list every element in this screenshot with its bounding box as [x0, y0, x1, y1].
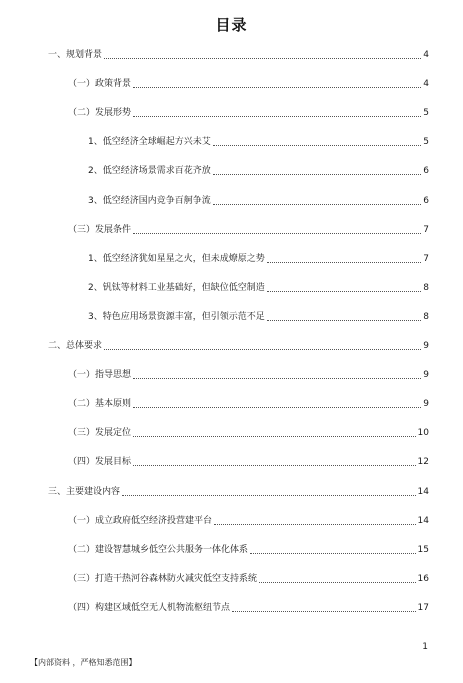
- toc-entry-page-number: 14: [417, 515, 429, 526]
- toc-dot-leader: [213, 173, 422, 175]
- toc-dot-leader: [259, 581, 416, 583]
- footer-page-number: 1: [422, 642, 428, 652]
- toc-entry-label: （四）发展目标: [68, 457, 132, 468]
- toc-dot-leader: [267, 261, 422, 263]
- toc-entry[interactable]: [48, 339, 429, 353]
- toc-entry[interactable]: [88, 164, 429, 178]
- toc-entry-label: 3、特色应用场景资源丰富，但引领示范不足: [88, 311, 265, 322]
- toc-entry[interactable]: [88, 135, 429, 149]
- toc-dot-leader: [213, 144, 422, 146]
- toc-entry-label: （一）指导思想: [68, 370, 132, 381]
- toc-entry-page-number: 6: [423, 195, 429, 206]
- toc-entry-label: （一）政策背景: [68, 79, 132, 90]
- toc-dot-leader: [133, 86, 421, 88]
- toc-dot-leader: [133, 406, 421, 408]
- toc-dot-leader: [213, 203, 422, 205]
- toc-entry[interactable]: [68, 368, 429, 382]
- toc-entry-page-number: 15: [417, 544, 429, 555]
- toc-entry-page-number: 9: [423, 399, 429, 410]
- toc-dot-leader: [232, 610, 416, 612]
- toc-dot-leader: [133, 377, 421, 379]
- toc-entry-page-number: 7: [423, 224, 429, 235]
- toc-entry-page-number: 5: [423, 137, 429, 148]
- toc-entry-label: （四）构建区域低空无人机物流枢纽节点: [68, 602, 231, 613]
- toc-entry-label: 三、主要建设内容: [48, 486, 121, 497]
- toc-entry[interactable]: [68, 223, 429, 237]
- toc-dot-leader: [267, 290, 422, 292]
- toc-dot-leader: [267, 319, 422, 321]
- toc-entry-page-number: 10: [417, 428, 429, 439]
- toc-entry[interactable]: [88, 281, 429, 295]
- toc-entry-page-number: 8: [423, 282, 429, 293]
- confidential-notice: 【内部资料 ，严格知悉范围】: [30, 658, 137, 667]
- toc-entry-page-number: 6: [423, 166, 429, 177]
- toc-entry-label: 1、低空经济犹如星星之火，但未成燎原之势: [88, 253, 265, 264]
- toc-dot-leader: [104, 348, 421, 350]
- toc-entry[interactable]: [88, 252, 429, 266]
- toc-entry-page-number: 16: [417, 573, 429, 584]
- toc-entry[interactable]: [68, 572, 429, 586]
- toc-entry[interactable]: [48, 48, 429, 62]
- toc-dot-leader: [122, 494, 416, 496]
- toc-dot-leader: [133, 464, 416, 466]
- toc-dot-leader: [214, 523, 416, 525]
- toc-dot-leader: [104, 57, 421, 59]
- toc-entry-label: 1、低空经济全球崛起方兴未艾: [88, 137, 211, 148]
- toc-entry[interactable]: [68, 426, 429, 440]
- toc-entry[interactable]: [68, 543, 429, 557]
- toc-title: 目录: [215, 16, 248, 34]
- toc-entry-page-number: 12: [417, 457, 429, 468]
- toc-entry-label: （三）发展定位: [68, 428, 132, 439]
- toc-entry-page-number: 14: [417, 486, 429, 497]
- toc-entry[interactable]: [68, 397, 429, 411]
- toc-entry-label: 一、规划背景: [48, 50, 103, 60]
- toc-entry-label: 2、钒钛等材料工业基础好，但缺位低空制造: [88, 282, 265, 293]
- toc-entry-label: （一）成立政府低空经济投营建平台: [68, 515, 213, 526]
- toc-entry-page-number: 9: [423, 370, 429, 381]
- toc-entry-label: 2、低空经济场景需求百花齐放: [88, 166, 211, 177]
- toc-entry-label: （二）建设智慧城乡低空公共服务一体化体系: [68, 544, 249, 555]
- toc-entry-page-number: 8: [423, 311, 429, 322]
- toc-entry-page-number: 5: [423, 108, 429, 119]
- toc-entry[interactable]: [68, 106, 429, 120]
- toc-entry[interactable]: [48, 485, 429, 499]
- toc-entry-page-number: 17: [417, 602, 429, 613]
- toc-entry-page-number: 9: [423, 341, 429, 351]
- toc-entry-label: （三）发展条件: [68, 224, 132, 235]
- toc-dot-leader: [133, 232, 421, 234]
- toc-dot-leader: [133, 115, 421, 117]
- toc-entry[interactable]: [68, 514, 429, 528]
- toc-entry-page-number: 7: [423, 253, 429, 264]
- toc-entry[interactable]: [68, 601, 429, 615]
- toc-entry-page-number: 4: [423, 79, 429, 90]
- toc-entry[interactable]: [88, 310, 429, 324]
- toc-entry[interactable]: [88, 194, 429, 208]
- toc-entry-label: 3、低空经济国内竞争百舸争流: [88, 195, 211, 206]
- toc-entry[interactable]: [68, 455, 429, 469]
- toc-entry-label: （三）打造干热河谷森林防火减灾低空支持系统: [68, 573, 258, 584]
- toc-entry-label: （二）基本原则: [68, 399, 132, 410]
- toc-entry-label: （二）发展形势: [68, 108, 132, 119]
- toc-entry-label: 二、总体要求: [48, 341, 103, 351]
- toc-entry[interactable]: [68, 77, 429, 91]
- toc-dot-leader: [133, 435, 416, 437]
- toc-entry-page-number: 4: [423, 50, 429, 60]
- toc-dot-leader: [250, 552, 416, 554]
